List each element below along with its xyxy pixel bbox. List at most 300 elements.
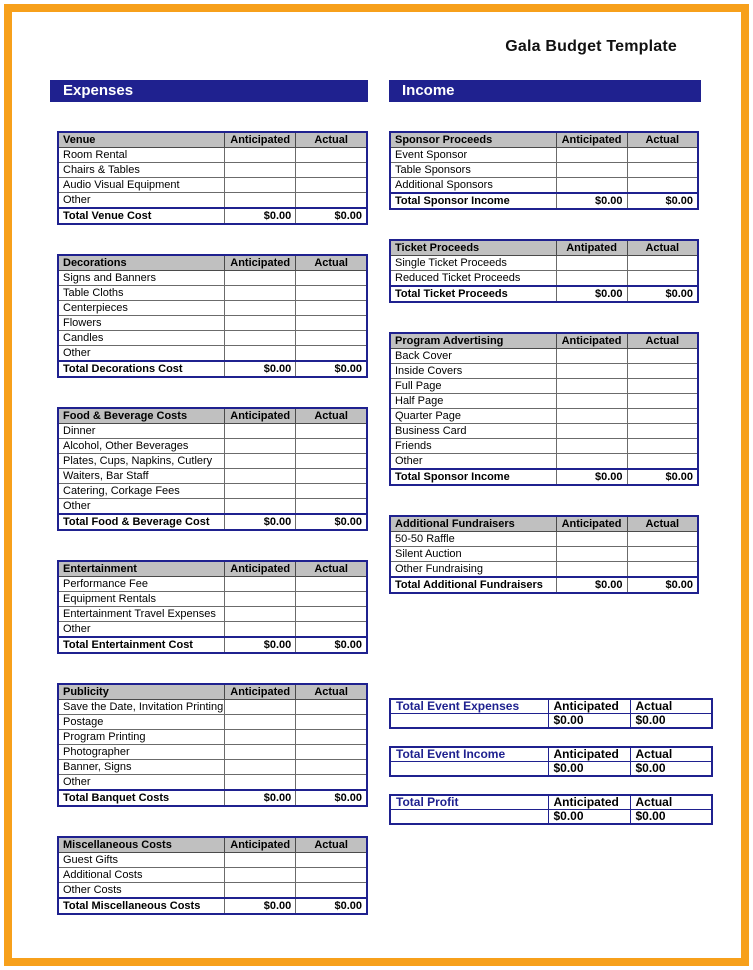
table-row — [390, 349, 698, 364]
anticipated-input-cell[interactable] — [225, 331, 296, 346]
total-row — [390, 577, 698, 593]
row-label: Room Rental — [58, 148, 225, 163]
total-anticipated-value: $0.00 — [225, 514, 296, 530]
anticipated-input-cell[interactable] — [556, 409, 627, 424]
anticipated-input-cell[interactable] — [225, 745, 296, 760]
col-header-anticipated: Anticipated — [225, 837, 296, 853]
table-entertainment — [57, 560, 368, 654]
anticipated-input-cell[interactable] — [556, 394, 627, 409]
summary-area — [389, 698, 701, 825]
table-row — [58, 715, 367, 730]
summary-col-anticipated: Anticipated — [548, 699, 630, 714]
actual-input-cell[interactable] — [627, 424, 698, 439]
row-label: Other — [58, 193, 225, 209]
total-label: Total Decorations Cost — [58, 361, 225, 377]
actual-input-cell[interactable] — [627, 163, 698, 178]
table-row — [390, 532, 698, 547]
row-label: Reduced Ticket Proceeds — [390, 271, 556, 287]
row-label: 50-50 Raffle — [390, 532, 556, 547]
table-header-row — [390, 333, 698, 349]
col-header-actual: Actual — [296, 837, 367, 853]
row-label: Other — [58, 622, 225, 638]
table-row — [58, 745, 367, 760]
col-header-actual: Actual — [296, 132, 367, 148]
anticipated-input-cell[interactable] — [225, 454, 296, 469]
row-label: Audio Visual Equipment — [58, 178, 225, 193]
anticipated-input-cell[interactable] — [225, 622, 296, 638]
row-label: Chairs & Tables — [58, 163, 225, 178]
table-row — [58, 301, 367, 316]
total-anticipated-value: $0.00 — [225, 637, 296, 653]
row-label: Other — [58, 775, 225, 791]
anticipated-input-cell[interactable] — [225, 424, 296, 439]
summary-spacer — [390, 810, 548, 825]
anticipated-input-cell[interactable] — [556, 547, 627, 562]
actual-input-cell[interactable] — [627, 394, 698, 409]
row-label: Quarter Page — [390, 409, 556, 424]
anticipated-input-cell[interactable] — [556, 163, 627, 178]
actual-input-cell[interactable] — [296, 745, 367, 760]
anticipated-input-cell[interactable] — [556, 364, 627, 379]
total-anticipated-value: $0.00 — [556, 193, 627, 209]
actual-input-cell[interactable] — [296, 346, 367, 362]
row-label: Back Cover — [390, 349, 556, 364]
row-label: Friends — [390, 439, 556, 454]
actual-input-cell[interactable] — [627, 364, 698, 379]
anticipated-input-cell[interactable] — [225, 286, 296, 301]
table-title: Venue — [58, 132, 225, 148]
total-label: Total Sponsor Income — [390, 469, 556, 485]
table-row — [390, 163, 698, 178]
row-label: Other Fundraising — [390, 562, 556, 578]
anticipated-input-cell[interactable] — [225, 499, 296, 515]
expenses-column — [50, 80, 368, 944]
col-header-anticipated: Anticipated — [225, 684, 296, 700]
anticipated-input-cell[interactable] — [225, 607, 296, 622]
table-row — [58, 316, 367, 331]
table-header-row — [58, 837, 367, 853]
actual-input-cell[interactable] — [627, 178, 698, 194]
total-anticipated-value: $0.00 — [556, 286, 627, 302]
actual-input-cell[interactable] — [296, 193, 367, 209]
actual-input-cell[interactable] — [627, 256, 698, 271]
actual-input-cell[interactable] — [627, 562, 698, 578]
table-row — [58, 469, 367, 484]
table-header-row — [390, 240, 698, 256]
table-row — [390, 178, 698, 194]
table-row — [390, 562, 698, 578]
col-header-actual: Actual — [296, 561, 367, 577]
actual-input-cell[interactable] — [296, 331, 367, 346]
summary-total-event-expenses — [389, 698, 713, 729]
total-actual-value: $0.00 — [296, 361, 367, 377]
table-row — [58, 883, 367, 899]
table-row — [390, 379, 698, 394]
anticipated-input-cell[interactable] — [225, 193, 296, 209]
actual-input-cell[interactable] — [627, 148, 698, 163]
anticipated-input-cell[interactable] — [225, 163, 296, 178]
table-title: Program Advertising — [390, 333, 556, 349]
total-anticipated-value: $0.00 — [225, 208, 296, 224]
anticipated-input-cell[interactable] — [225, 853, 296, 868]
actual-input-cell[interactable] — [296, 286, 367, 301]
summary-col-actual: Actual — [630, 795, 712, 810]
summary-header-row — [390, 699, 712, 714]
table-row — [390, 271, 698, 287]
summary-header-row — [390, 747, 712, 762]
summary-title: Total Event Income — [390, 747, 548, 762]
table-row — [58, 286, 367, 301]
summary-actual-value: $0.00 — [630, 714, 712, 729]
row-label: Other — [58, 499, 225, 515]
income-column — [389, 80, 701, 842]
anticipated-input-cell[interactable] — [225, 883, 296, 899]
table-row — [58, 148, 367, 163]
summary-value-row — [390, 714, 712, 729]
total-label: Total Miscellaneous Costs — [58, 898, 225, 914]
table-row — [390, 394, 698, 409]
col-header-anticipated: Anticipated — [225, 132, 296, 148]
total-actual-value: $0.00 — [627, 469, 698, 485]
actual-input-cell[interactable] — [296, 178, 367, 193]
table-row — [390, 547, 698, 562]
row-label: Full Page — [390, 379, 556, 394]
table-decorations — [57, 254, 368, 378]
total-row — [58, 514, 367, 530]
anticipated-input-cell[interactable] — [556, 379, 627, 394]
row-label: Centerpieces — [58, 301, 225, 316]
income-tables — [389, 131, 701, 594]
total-label: Total Sponsor Income — [390, 193, 556, 209]
total-actual-value: $0.00 — [296, 208, 367, 224]
table-row — [58, 607, 367, 622]
page-content — [12, 12, 741, 944]
table-header-row — [58, 561, 367, 577]
anticipated-input-cell[interactable] — [556, 148, 627, 163]
anticipated-input-cell[interactable] — [225, 271, 296, 286]
income-section-header: Income — [389, 80, 701, 102]
summary-spacer — [390, 714, 548, 729]
table-row — [58, 622, 367, 638]
table-title: Decorations — [58, 255, 225, 271]
total-label: Total Venue Cost — [58, 208, 225, 224]
row-label: Plates, Cups, Napkins, Cutlery — [58, 454, 225, 469]
table-sponsor-proceeds — [389, 131, 699, 210]
anticipated-input-cell[interactable] — [225, 868, 296, 883]
actual-input-cell[interactable] — [296, 271, 367, 286]
col-header-actual: Actual — [627, 240, 698, 256]
anticipated-input-cell[interactable] — [225, 730, 296, 745]
actual-input-cell[interactable] — [296, 868, 367, 883]
actual-input-cell[interactable] — [296, 592, 367, 607]
table-row — [58, 178, 367, 193]
anticipated-input-cell[interactable] — [556, 424, 627, 439]
row-label: Waiters, Bar Staff — [58, 469, 225, 484]
total-actual-value: $0.00 — [627, 577, 698, 593]
table-title: Additional Fundraisers — [390, 516, 556, 532]
table-header-row — [58, 684, 367, 700]
total-label: Total Ticket Proceeds — [390, 286, 556, 302]
col-header-actual: Actual — [627, 516, 698, 532]
summary-anticipated-value: $0.00 — [548, 810, 630, 825]
row-label: Signs and Banners — [58, 271, 225, 286]
row-label: Program Printing — [58, 730, 225, 745]
total-row — [58, 790, 367, 806]
table-row — [58, 577, 367, 592]
actual-input-cell[interactable] — [296, 715, 367, 730]
actual-input-cell[interactable] — [296, 853, 367, 868]
table-row — [58, 424, 367, 439]
actual-input-cell[interactable] — [627, 379, 698, 394]
total-row — [58, 361, 367, 377]
anticipated-input-cell[interactable] — [556, 454, 627, 470]
table-row — [390, 439, 698, 454]
row-label: Half Page — [390, 394, 556, 409]
actual-input-cell[interactable] — [296, 484, 367, 499]
row-label: Business Card — [390, 424, 556, 439]
table-header-row — [58, 132, 367, 148]
row-label: Other — [58, 346, 225, 362]
table-row — [58, 193, 367, 209]
actual-input-cell[interactable] — [627, 547, 698, 562]
table-row — [58, 331, 367, 346]
anticipated-input-cell[interactable] — [225, 760, 296, 775]
table-row — [58, 454, 367, 469]
total-actual-value: $0.00 — [296, 514, 367, 530]
total-anticipated-value: $0.00 — [225, 898, 296, 914]
actual-input-cell[interactable] — [296, 439, 367, 454]
row-label: Other Costs — [58, 883, 225, 899]
total-label: Total Additional Fundraisers — [390, 577, 556, 593]
actual-input-cell[interactable] — [296, 883, 367, 899]
actual-input-cell[interactable] — [296, 148, 367, 163]
actual-input-cell[interactable] — [296, 424, 367, 439]
actual-input-cell[interactable] — [296, 499, 367, 515]
expenses-tables — [57, 131, 368, 915]
actual-input-cell[interactable] — [296, 700, 367, 715]
summary-col-actual: Actual — [630, 699, 712, 714]
table-row — [58, 499, 367, 515]
actual-input-cell[interactable] — [627, 409, 698, 424]
row-label: Additional Sponsors — [390, 178, 556, 194]
table-row — [58, 271, 367, 286]
table-row — [58, 592, 367, 607]
actual-input-cell[interactable] — [627, 439, 698, 454]
col-header-actual: Actual — [296, 684, 367, 700]
actual-input-cell[interactable] — [296, 163, 367, 178]
table-row — [58, 700, 367, 715]
summary-header-row — [390, 795, 712, 810]
summary-col-anticipated: Anticipated — [548, 747, 630, 762]
total-row — [58, 898, 367, 914]
col-header-anticipated: Anticipated — [556, 516, 627, 532]
anticipated-input-cell[interactable] — [225, 469, 296, 484]
row-label: Single Ticket Proceeds — [390, 256, 556, 271]
actual-input-cell[interactable] — [296, 577, 367, 592]
total-label: Total Entertainment Cost — [58, 637, 225, 653]
row-label: Save the Date, Invitation Printing — [58, 700, 225, 715]
anticipated-input-cell[interactable] — [225, 346, 296, 362]
total-actual-value: $0.00 — [296, 898, 367, 914]
row-label: Other — [390, 454, 556, 470]
col-header-anticipated: Anticipated — [225, 561, 296, 577]
row-label: Postage — [58, 715, 225, 730]
col-header-anticipated: Anticipated — [225, 408, 296, 424]
anticipated-input-cell[interactable] — [225, 700, 296, 715]
summary-col-anticipated: Anticipated — [548, 795, 630, 810]
anticipated-input-cell[interactable] — [225, 439, 296, 454]
table-title: Entertainment — [58, 561, 225, 577]
table-row — [390, 364, 698, 379]
page-frame — [4, 4, 749, 966]
table-row — [58, 439, 367, 454]
total-row — [390, 286, 698, 302]
actual-input-cell[interactable] — [627, 349, 698, 364]
summary-actual-value: $0.00 — [630, 810, 712, 825]
table-row — [58, 853, 367, 868]
total-anticipated-value: $0.00 — [225, 361, 296, 377]
anticipated-input-cell[interactable] — [225, 178, 296, 193]
table-header-row — [58, 408, 367, 424]
table-row — [390, 409, 698, 424]
table-food-beverage-costs — [57, 407, 368, 531]
table-row — [58, 730, 367, 745]
table-row — [390, 148, 698, 163]
total-anticipated-value: $0.00 — [556, 577, 627, 593]
summary-spacer — [390, 762, 548, 777]
table-ticket-proceeds — [389, 239, 699, 303]
table-title: Food & Beverage Costs — [58, 408, 225, 424]
table-row — [58, 760, 367, 775]
col-header-anticipated: Anticipated — [556, 333, 627, 349]
summary-total-profit — [389, 794, 713, 825]
row-label: Additional Costs — [58, 868, 225, 883]
table-row — [58, 775, 367, 791]
table-row — [58, 346, 367, 362]
row-label: Photographer — [58, 745, 225, 760]
actual-input-cell[interactable] — [296, 775, 367, 791]
col-header-anticipated: Antipated — [556, 240, 627, 256]
anticipated-input-cell[interactable] — [556, 562, 627, 578]
col-header-actual: Actual — [296, 255, 367, 271]
summary-value-row — [390, 762, 712, 777]
table-row — [390, 256, 698, 271]
table-title: Ticket Proceeds — [390, 240, 556, 256]
row-label: Inside Covers — [390, 364, 556, 379]
table-additional-fundraisers — [389, 515, 699, 594]
row-label: Event Sponsor — [390, 148, 556, 163]
row-label: Flowers — [58, 316, 225, 331]
anticipated-input-cell[interactable] — [225, 316, 296, 331]
table-row — [58, 868, 367, 883]
summary-value-row — [390, 810, 712, 825]
row-label: Equipment Rentals — [58, 592, 225, 607]
table-publicity — [57, 683, 368, 807]
row-label: Silent Auction — [390, 547, 556, 562]
anticipated-input-cell[interactable] — [225, 148, 296, 163]
actual-input-cell[interactable] — [627, 271, 698, 287]
anticipated-input-cell[interactable] — [225, 715, 296, 730]
row-label: Banner, Signs — [58, 760, 225, 775]
row-label: Candles — [58, 331, 225, 346]
actual-input-cell[interactable] — [627, 532, 698, 547]
expenses-section-header: Expenses — [50, 80, 368, 102]
total-actual-value: $0.00 — [627, 286, 698, 302]
col-header-actual: Actual — [296, 408, 367, 424]
total-row — [390, 193, 698, 209]
total-actual-value: $0.00 — [627, 193, 698, 209]
anticipated-input-cell[interactable] — [556, 532, 627, 547]
table-title: Miscellaneous Costs — [58, 837, 225, 853]
total-row — [390, 469, 698, 485]
anticipated-input-cell[interactable] — [556, 256, 627, 271]
table-title: Sponsor Proceeds — [390, 132, 556, 148]
table-row — [58, 484, 367, 499]
table-program-advertising — [389, 332, 699, 486]
anticipated-input-cell[interactable] — [225, 775, 296, 791]
col-header-anticipated: Anticipated — [225, 255, 296, 271]
row-label: Entertainment Travel Expenses — [58, 607, 225, 622]
actual-input-cell[interactable] — [296, 622, 367, 638]
table-header-row — [390, 516, 698, 532]
col-header-anticipated: Anticipated — [556, 132, 627, 148]
actual-input-cell[interactable] — [296, 454, 367, 469]
anticipated-input-cell[interactable] — [225, 301, 296, 316]
table-header-row — [390, 132, 698, 148]
total-label: Total Food & Beverage Cost — [58, 514, 225, 530]
summary-title: Total Profit — [390, 795, 548, 810]
actual-input-cell[interactable] — [296, 607, 367, 622]
row-label: Guest Gifts — [58, 853, 225, 868]
anticipated-input-cell[interactable] — [225, 592, 296, 607]
anticipated-input-cell[interactable] — [556, 439, 627, 454]
total-row — [58, 208, 367, 224]
actual-input-cell[interactable] — [296, 316, 367, 331]
table-header-row — [58, 255, 367, 271]
actual-input-cell[interactable] — [627, 454, 698, 470]
table-row — [390, 454, 698, 470]
row-label: Table Cloths — [58, 286, 225, 301]
total-anticipated-value: $0.00 — [556, 469, 627, 485]
summary-col-actual: Actual — [630, 747, 712, 762]
anticipated-input-cell[interactable] — [556, 271, 627, 287]
summary-actual-value: $0.00 — [630, 762, 712, 777]
actual-input-cell[interactable] — [296, 730, 367, 745]
anticipated-input-cell[interactable] — [225, 577, 296, 592]
col-header-actual: Actual — [627, 132, 698, 148]
actual-input-cell[interactable] — [296, 760, 367, 775]
row-label: Alcohol, Other Beverages — [58, 439, 225, 454]
table-row — [58, 163, 367, 178]
total-actual-value: $0.00 — [296, 637, 367, 653]
anticipated-input-cell[interactable] — [556, 349, 627, 364]
table-venue — [57, 131, 368, 225]
summary-total-event-income — [389, 746, 713, 777]
actual-input-cell[interactable] — [296, 301, 367, 316]
row-label: Performance Fee — [58, 577, 225, 592]
total-actual-value: $0.00 — [296, 790, 367, 806]
anticipated-input-cell[interactable] — [225, 484, 296, 499]
row-label: Catering, Corkage Fees — [58, 484, 225, 499]
total-anticipated-value: $0.00 — [225, 790, 296, 806]
budget-columns — [50, 80, 701, 944]
actual-input-cell[interactable] — [296, 469, 367, 484]
row-label: Table Sponsors — [390, 163, 556, 178]
total-label: Total Banquet Costs — [58, 790, 225, 806]
col-header-actual: Actual — [627, 333, 698, 349]
anticipated-input-cell[interactable] — [556, 178, 627, 194]
table-row — [390, 424, 698, 439]
